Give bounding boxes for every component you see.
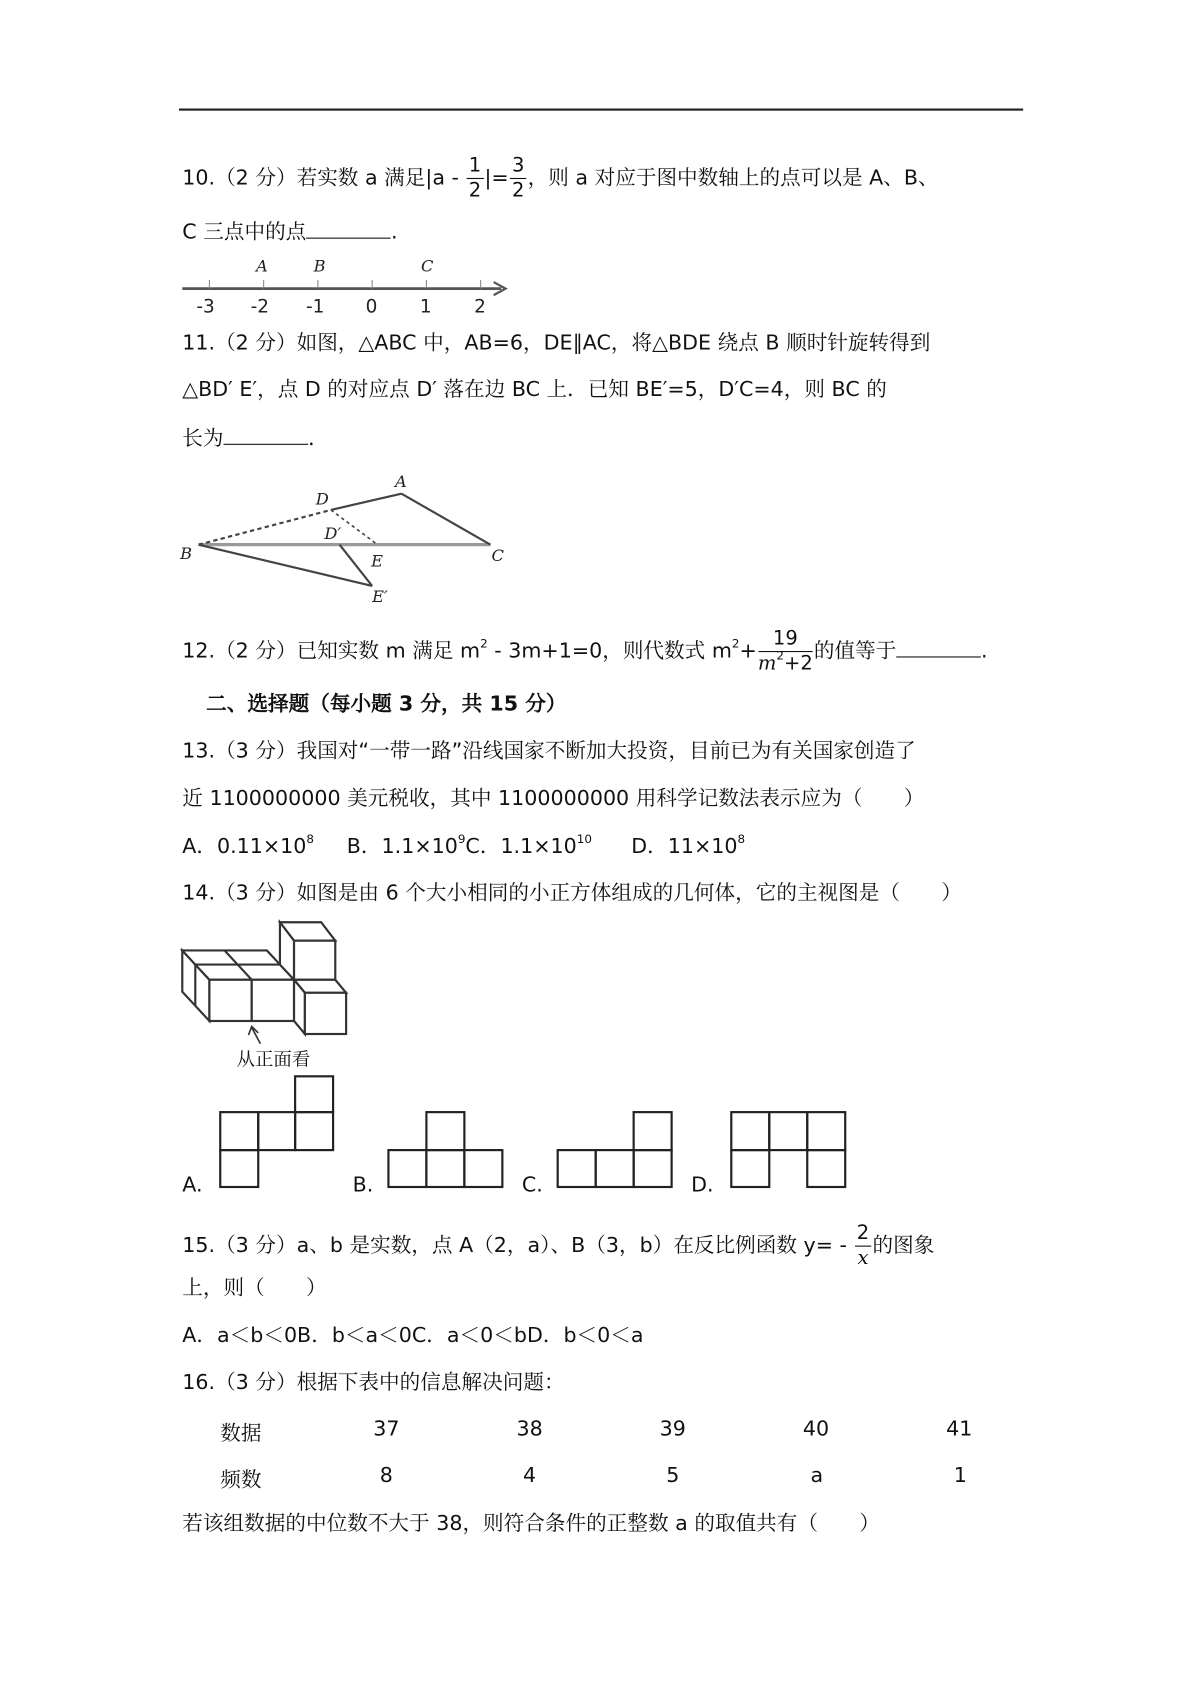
table-cell: 5	[666, 1463, 680, 1488]
q12-text: 12.（2 分）已知实数 m 满足 m	[182, 639, 481, 663]
exponent: 10	[576, 832, 592, 847]
point-b-label: B	[313, 256, 326, 276]
table-cell: 37	[373, 1417, 400, 1441]
option-c-label[interactable]: C.	[521, 1172, 543, 1197]
table-cell: 40	[802, 1417, 830, 1441]
row-header: 数据	[220, 1421, 262, 1446]
num: 19	[758, 627, 813, 652]
table-cell: 1	[953, 1463, 967, 1488]
num: 1	[467, 154, 484, 179]
view-d[interactable]	[731, 1112, 845, 1187]
view-c[interactable]	[558, 1112, 672, 1187]
q15-text-2: 的图象	[872, 1233, 935, 1258]
label-a: A	[394, 472, 407, 492]
option-text: D．11×10	[631, 834, 738, 859]
q16-question: 若该组数据的中位数不大于 38，则符合条件的正整数 a 的取值共有（ ）	[182, 1511, 880, 1536]
tick-label: -2	[250, 296, 270, 318]
period: ．	[308, 426, 329, 451]
q15-fraction	[855, 1222, 872, 1271]
q13-line2: 近 1100000000 美元税收，其中 1100000000 用科学记数法表示应为（ ）	[182, 786, 925, 811]
q11-line2: △BD′ E′，点 D 的对应点 D′ 落在边 BC 上．已知 BE′=5，D′C=4，则 BC 的	[182, 377, 887, 402]
q10-text: 10.（2 分）若实数 a 满足	[182, 166, 426, 190]
den: 2	[468, 179, 482, 202]
exponent: 2	[731, 636, 740, 651]
option-b-label[interactable]: B.	[352, 1172, 374, 1197]
section-heading: 二、选择题（每小题 3 分，共 15 分）	[206, 692, 567, 717]
tick-label: 1	[419, 296, 432, 318]
label-e: E	[371, 551, 383, 571]
option-a[interactable]	[182, 834, 314, 858]
q15-line1	[182, 1222, 934, 1271]
answer-blank[interactable]	[306, 218, 391, 239]
label-d-prime: D′	[324, 524, 342, 544]
tick-label: 0	[365, 296, 378, 318]
label-c: C	[491, 545, 504, 565]
option-d[interactable]	[631, 834, 745, 858]
view-a[interactable]	[220, 1076, 333, 1187]
option-c[interactable]	[465, 834, 592, 858]
num: 3	[510, 154, 527, 179]
view-direction-label: 从正面看	[236, 1049, 311, 1071]
q12-text-2: - 3m+1=0，则代数式 m	[487, 639, 732, 663]
q13-options	[182, 833, 745, 859]
q15-line2: 上，则（ ）	[182, 1275, 327, 1300]
den	[757, 648, 813, 676]
q12-text-3: 的值等于	[813, 639, 897, 663]
q16-line1: 16.（3 分）根据下表中的信息解决问题：	[182, 1370, 565, 1395]
num: 2	[855, 1222, 872, 1247]
q12-fraction	[758, 627, 813, 676]
table-cell: 4	[522, 1463, 537, 1488]
option-b[interactable]	[347, 834, 466, 858]
q13-line1: 13.（3 分）我国对“一带一路”沿线国家不断加大投资，目前已为有关国家创造了	[182, 738, 916, 763]
q11-line1: 11.（2 分）如图，△ABC 中，AB=6，DE∥AC，将△BDE 绕点 B 顺时针旋转得到	[182, 330, 931, 355]
answer-views	[0, 0, 1, 1]
period: .	[390, 220, 398, 245]
tick-label: -3	[196, 296, 215, 318]
view-b[interactable]	[388, 1112, 502, 1187]
den-m: m	[757, 652, 777, 675]
q10-line2	[182, 218, 397, 245]
row-header: 频数	[220, 1468, 262, 1492]
table-cell: a	[810, 1463, 824, 1488]
option-text: C．1.1×10	[465, 834, 577, 859]
den-exp: 2	[776, 648, 785, 663]
option-d-label[interactable]: D.	[691, 1172, 714, 1197]
exponent: 2	[480, 636, 488, 651]
q11-line3	[182, 424, 329, 451]
answer-blank[interactable]	[896, 637, 981, 658]
period: .	[981, 639, 988, 663]
label-d: D	[315, 489, 329, 509]
q10-text-3: C 三点中的点	[182, 220, 307, 245]
tick-label: 2	[474, 296, 486, 318]
plus: +	[739, 639, 757, 663]
den: x	[857, 1246, 869, 1270]
q10-text-2: ，则 a 对应于图中数轴上的点可以是 A、B、	[527, 166, 939, 190]
q15-options[interactable]: A．a＜b＜0B．b＜a＜0C．a＜0＜bD．b＜0＜a	[182, 1323, 644, 1348]
label-b: B	[180, 543, 193, 563]
q14-line1: 14.（3 分）如图是由 6 个大小相同的小正方体组成的几何体，它的主视图是（ ）	[182, 881, 962, 905]
exponent: 8	[306, 832, 315, 847]
table-cell: 41	[946, 1417, 973, 1441]
table-cell: 8	[379, 1463, 393, 1488]
table-cell: 38	[516, 1417, 543, 1441]
option-text: A．0.11×10	[182, 834, 307, 859]
q12-line	[182, 627, 987, 676]
table-cell: 39	[659, 1417, 686, 1441]
label-e-prime: E′	[372, 587, 388, 607]
option-text: B．1.1×10	[346, 834, 458, 859]
exponent: 9	[457, 832, 466, 847]
q10-fraction-1	[467, 154, 484, 203]
point-a-label: A	[256, 256, 268, 276]
q15-text: 15.（3 分）a、b 是实数，点 A（2，a）、B（3，b）在反比例函数 y= -	[182, 1233, 854, 1258]
q10-fraction-2	[510, 154, 527, 203]
q11-text: 长为	[182, 426, 224, 451]
den: 2	[511, 179, 525, 202]
answer-blank[interactable]	[224, 424, 309, 445]
point-c-label: C	[420, 256, 434, 276]
q10-line1	[182, 154, 938, 203]
den-rest: +2	[784, 652, 813, 675]
q10-abs-close: |=	[484, 166, 509, 190]
option-a-label[interactable]: A.	[182, 1172, 203, 1197]
header-rule	[179, 109, 1023, 111]
tick-label: -1	[305, 296, 325, 318]
exponent: 8	[737, 832, 746, 847]
q10-abs: |a -	[425, 166, 466, 190]
